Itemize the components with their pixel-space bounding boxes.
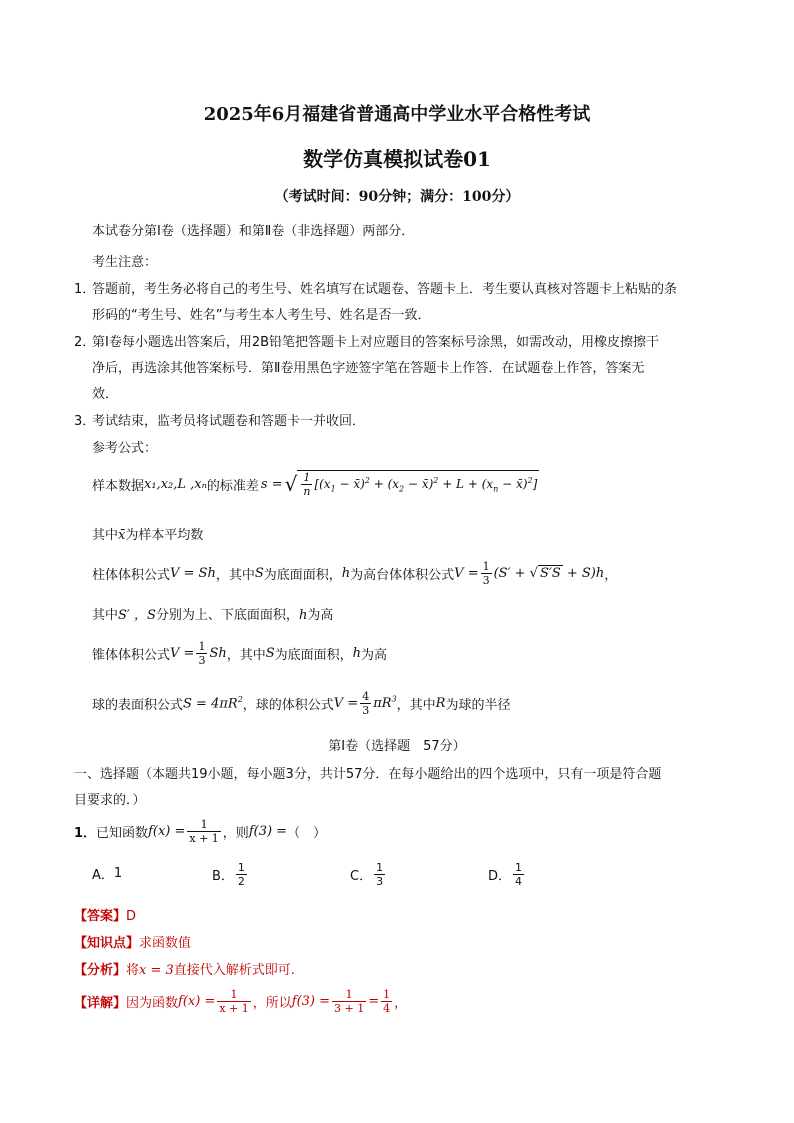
option-a[interactable]	[92, 864, 122, 883]
option-c[interactable]	[350, 861, 387, 888]
note-number: 2．	[74, 335, 96, 350]
note-number: 1．	[74, 282, 96, 297]
mean-note	[92, 524, 203, 543]
mean-note-post: 为样本平均数	[125, 528, 204, 543]
sphere-mid: ，球的体积公式	[242, 698, 334, 713]
cone-mid2: 为底面面积，	[274, 648, 353, 663]
question-number: 1．	[74, 826, 97, 841]
sd-prefix: 样本数据	[92, 478, 145, 494]
notice-label: 考生注意：	[92, 255, 158, 270]
option-label: B．	[212, 869, 234, 884]
detail-tag: 【详解】	[74, 996, 127, 1011]
question-stem-post: ，则	[222, 826, 249, 841]
option-b[interactable]	[212, 861, 249, 888]
prism-s: S	[254, 566, 264, 581]
knowledge-value: 求函数值	[139, 936, 192, 951]
analysis-line	[74, 959, 295, 978]
option-label: C．	[350, 869, 373, 884]
sd-radicand: $\frac{1}{n}$ [($x_1$ − x̄)$^2$ + ($x_2$ − x̄)$^2$ + $L + (x_n$ − x̄)$^2$]	[297, 470, 539, 498]
detail-pre: 因为函数	[126, 996, 179, 1011]
question-function: f(x) = $\frac{1}{x + 1}$	[148, 818, 219, 845]
frustum-note-pre: 其中	[92, 608, 119, 623]
analysis-post: 直接代入解析式即可.	[173, 963, 295, 978]
prism-pre: 柱体体积公式	[92, 568, 171, 583]
answer-tag: 【答案】	[74, 909, 127, 924]
sd-formula	[92, 470, 539, 498]
cone-s: S	[265, 646, 275, 661]
detail-mid: ，所以	[252, 996, 292, 1011]
note-line: 答题前，考生务必将自己的考生号、姓名填写在试题卷、答题卡上．考生要认真核对答题卡上粘贴的条	[92, 282, 678, 297]
question-1	[74, 818, 326, 845]
sphere-post: 为球的半径	[445, 698, 511, 713]
sd-mid: 的标准差	[206, 478, 259, 494]
frustum-note-mid: 分别为上、下底面面积，	[155, 608, 299, 623]
frustum-note	[92, 604, 333, 623]
intro-text: 本试卷分第Ⅰ卷（选择题）和第Ⅱ卷（非选择题）两部分．	[92, 224, 415, 239]
analysis-tag: 【分析】	[74, 963, 127, 978]
question-stem-end: （ ）	[287, 826, 327, 841]
cone-math: V = $\frac{1}{3}$ Sh	[170, 640, 227, 667]
knowledge-tag: 【知识点】	[74, 936, 140, 951]
exam-time-info: （考试时间：90分钟；满分：100分）	[274, 189, 520, 205]
mean-symbol: x̄	[118, 528, 126, 543]
section-title: 第Ⅰ卷（选择题 57分）	[328, 739, 466, 754]
detail-eval: f(3) = $\frac{1}{3 + 1}$ = $\frac{1}{4}$	[291, 988, 391, 1015]
option-numerator: 1	[237, 861, 245, 874]
prism-math: V = Sh	[170, 566, 216, 581]
sphere-pre: 球的表面积公式	[92, 698, 184, 713]
question-stem-pre: 已知函数	[96, 826, 149, 841]
answer-value: D	[126, 909, 137, 924]
option-value: 1	[113, 866, 123, 881]
option-denominator: 2	[237, 875, 245, 888]
question-eval: f(3) =	[248, 824, 288, 839]
note-line: 形码的“考生号、姓名”与考生本人考生号、姓名是否一致．	[92, 308, 431, 323]
detail-line	[74, 988, 407, 1015]
exam-title: 2025年6月福建省普通高中学业水平合格性考试	[203, 104, 591, 125]
formula-label: 参考公式：	[92, 441, 158, 456]
frustum-h: h	[298, 608, 308, 623]
frustum-symbols: S′ ，S	[118, 608, 156, 623]
part-one-heading: 一、选择题（本题共19小题，每小题3分，共计57分．在每小题给出的四个选项中，只有一项是符合题	[74, 767, 662, 782]
sphere-r: R	[435, 696, 446, 711]
mean-note-pre: 其中	[92, 528, 119, 543]
prism-mid: ，其中	[215, 568, 255, 583]
sd-vars: x₁,x₂,L ,xₙ	[144, 476, 207, 492]
answer-line	[74, 905, 136, 924]
exam-subtitle: 数学仿真模拟试卷01	[303, 147, 491, 171]
cone-h: h	[352, 646, 362, 661]
option-numerator: 1	[376, 861, 384, 874]
sqrt-icon: √	[284, 472, 298, 496]
analysis-pre: 将	[126, 963, 140, 978]
frustum-math: V = $\frac{1}{3}$ (S′ + √ S′S + S)h	[454, 560, 605, 587]
option-denominator: 3	[376, 875, 384, 888]
detail-function: f(x) = $\frac{1}{x + 1}$	[178, 988, 249, 1015]
sphere-mid2: ，其中	[396, 698, 436, 713]
analysis-eq: x = 3	[139, 963, 174, 978]
option-d[interactable]	[488, 861, 526, 888]
cone-post: 为高	[361, 648, 388, 663]
knowledge-line	[74, 932, 191, 951]
note-line: 第Ⅰ卷每小题选出答案后，用2B铅笔把答题卡上对应题目的答案标号涂黑，如需改动，用橡皮擦擦干	[92, 335, 660, 350]
note-number: 3．	[74, 414, 96, 429]
cone-formula	[92, 640, 387, 667]
note-line: 考试结束，监考员将试题卷和答题卡一并收回．	[92, 414, 366, 429]
note-line: 效．	[92, 387, 119, 402]
option-label: A．	[92, 868, 114, 883]
option-numerator: 1	[515, 861, 523, 874]
sphere-area-math: $S = 4\pi R^2$	[183, 695, 243, 712]
detail-end: ，	[394, 996, 408, 1011]
note-line: 净后，再选涂其他答案标号．第Ⅱ卷用黑色字迹签字笔在答题卡上作答．在试题卷上作答，答案无	[92, 361, 645, 376]
sphere-formula	[92, 690, 510, 717]
option-denominator: 4	[515, 875, 523, 888]
cone-mid: ，其中	[226, 648, 266, 663]
prism-h: h	[341, 566, 351, 581]
prism-mid3: 为高台体体积公式	[350, 568, 455, 583]
prism-mid2: 为底面面积，	[263, 568, 342, 583]
part-one-heading-cont: 目要求的．）	[74, 793, 146, 808]
sd-math: s =	[260, 476, 283, 492]
sphere-volume-math: V = $\frac{4}{3}$ $\pi R^3$	[333, 690, 397, 717]
prism-formula: 柱体体积公式 V = Sh ，其中 S 为底面面积， h 为高台体体积公式 V = $\frac{1}{3}$ (S′ + √ S′S + S)h ，	[92, 560, 618, 587]
cone-pre: 锥体体积公式	[92, 648, 171, 663]
frustum-note-post: 为高	[307, 608, 334, 623]
option-label: D．	[488, 869, 512, 884]
